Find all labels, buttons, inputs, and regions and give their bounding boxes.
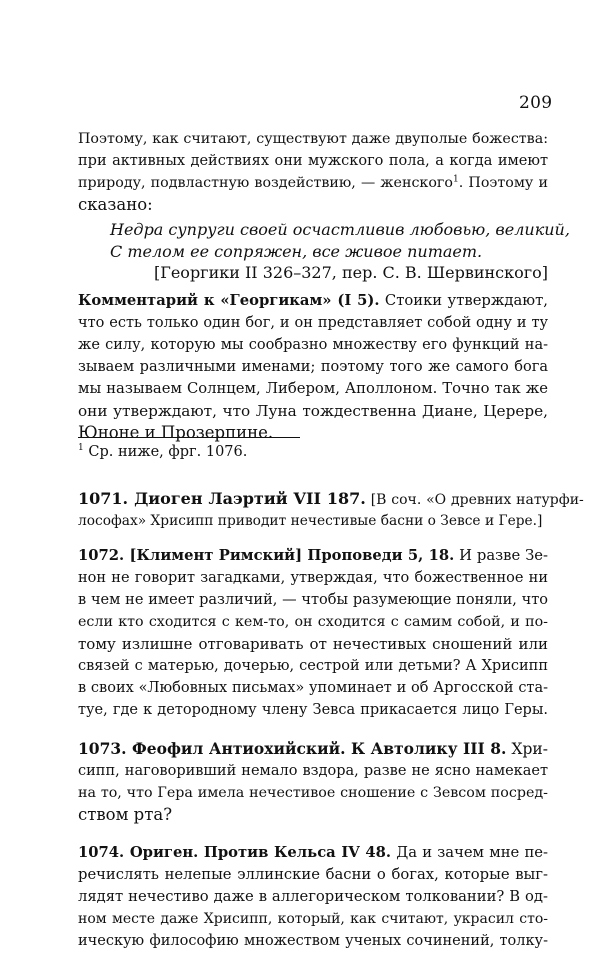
fragment-heading: 1074. Ориген. Против Кельса IV 48. [78, 844, 392, 861]
text-line: если кто сходится с кем-то, он сходится с самим собой, и по- [78, 614, 548, 630]
text-line [78, 545, 548, 567]
text-fragment: [В соч. «О древних натурфи- [365, 492, 584, 508]
text-line: при активных действиях они мужского пола, а когда имеют [78, 153, 548, 169]
text-fragment: И разве Зе- [454, 547, 548, 564]
fragment-heading: 1071. Диоген Лаэртий VII 187. [78, 489, 366, 508]
text-line [78, 488, 584, 511]
text-line: Юноне и Прозерпине. [78, 423, 274, 442]
text-line: Поэтому, как считают, существуют даже двуполые божества: [78, 131, 548, 147]
text-line: они утверждают, что Луна тождественна Диане, Церере, [78, 402, 548, 420]
text-fragment: . Поэтому и [458, 175, 548, 191]
text-fragment: Стоики утверждают, [379, 292, 548, 309]
footnote-mark: 1 [78, 443, 84, 454]
text-line: лядят нечестиво даже в аллегорическом толковании? В од- [78, 888, 548, 905]
verse-source: [Георгики II 326–327, пер. С. В. Шервинского] [154, 263, 548, 282]
verse-line: Недра супруги своей осчастливив любовью, великий, [110, 220, 570, 239]
text-line: же силу, которую мы сообразно множеству его функций на- [78, 337, 548, 353]
text-fragment: Хри- [506, 740, 548, 758]
verse-line: С телом ее сопряжен, все живое питает. [110, 242, 483, 261]
text-line: в чем не имеет различий, — чтобы разумеющие поняли, что [78, 592, 548, 608]
fragment-heading: Комментарий к «Георгикам» (I 5). [78, 292, 380, 309]
text-line [78, 172, 548, 194]
text-line: туе, где к детородному члену Зевса прикасается лицо Геры. [78, 702, 548, 718]
text-line [78, 738, 548, 760]
text-line: зываем различными именами; поэтому того же самого бога [78, 359, 548, 375]
text-line: нон не говорит загадками, утверждая, что божественное ни [78, 570, 548, 586]
text-line: в своих «Любовных письмах» упоминает и об Аргосской ста- [78, 680, 548, 696]
text-fragment: Да и зачем мне пе- [391, 844, 548, 861]
text-line: ством рта? [78, 805, 173, 824]
text-line: ическую философию множеством ученых сочинений, толку- [78, 933, 548, 949]
text-line: связей с матерью, дочерью, сестрой или детьми? А Хрисипп [78, 658, 548, 674]
text-fragment: природу, подвластную воздействию, — женского [78, 175, 453, 191]
text-line: на то, что Гера имела нечестивое сношение с Зевсом посред- [78, 785, 548, 801]
text-line [78, 842, 548, 864]
footnote-rule [78, 437, 300, 438]
page-number: 209 [519, 93, 553, 113]
text-line: сипп, наговоривший немало вздора, разве не ясно намекает [78, 763, 548, 779]
text-line [78, 290, 548, 312]
fragment-heading: 1073. Феофил Антиохийский. К Автолику III 8. [78, 739, 507, 758]
text-line: что есть только один бог, и он представляет собой одну и ту [78, 315, 548, 331]
text-line: мы называем Солнцем, Либером, Аполлоном. Точно так же [78, 380, 548, 397]
text-line: сказано: [78, 195, 153, 214]
text-line: ном месте даже Хрисипп, который, как считают, украсил сто- [78, 911, 548, 927]
footnote-text: Ср. ниже, фрг. 1076. [83, 444, 248, 460]
text-line: лософах» Хрисипп приводит нечестивые басни о Зевсе и Гере.] [78, 513, 543, 529]
text-line: тому излишне отговаривать от нечестивых сношений или [78, 635, 548, 653]
footnote-ref: 1 [452, 174, 459, 185]
fragment-heading: 1072. [Климент Римский] Проповеди 5, 18. [78, 547, 455, 564]
text-line: речислять нелепые эллинские басни о богах, которые выг- [78, 866, 548, 883]
footnote [78, 444, 247, 460]
